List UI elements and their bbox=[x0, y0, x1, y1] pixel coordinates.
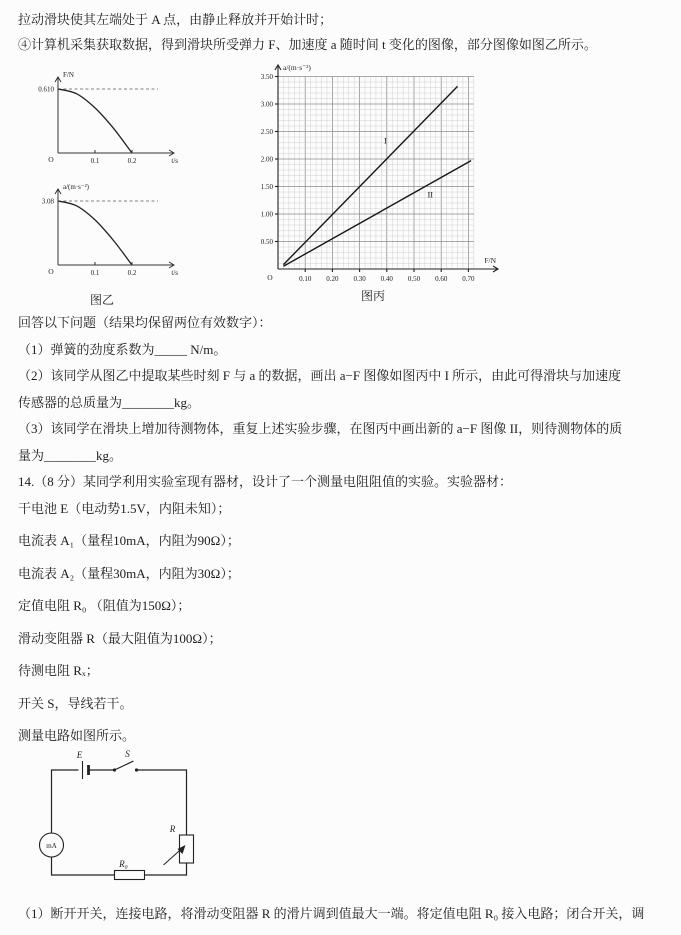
figure-bing-caption: 图丙 bbox=[360, 289, 385, 303]
resistor-r0-icon bbox=[115, 870, 145, 879]
question-3-line2: 量为________kg。 bbox=[18, 447, 123, 463]
svg-text:2.00: 2.00 bbox=[260, 155, 273, 164]
svg-text:3.08: 3.08 bbox=[41, 197, 54, 206]
svg-text:t/s: t/s bbox=[171, 269, 178, 277]
question-1: （1）弹簧的劲度系数为_____ N/m。 bbox=[18, 341, 227, 357]
equipment-battery: 干电池 E（电动势1.5V，内阻未知）； bbox=[18, 500, 231, 516]
svg-text:0.40: 0.40 bbox=[380, 275, 393, 283]
switch-icon bbox=[113, 761, 138, 772]
svg-text:II: II bbox=[427, 189, 434, 200]
switch-label: S bbox=[125, 749, 130, 759]
question-14-intro: 14.（8 分）某同学利用实验室现有器材，设计了一个测量电阻阻值的实验。实验器材： bbox=[18, 474, 513, 489]
circuit-diagram bbox=[24, 750, 229, 900]
svg-text:0.30: 0.30 bbox=[353, 275, 366, 283]
rheostat-label: R bbox=[169, 823, 176, 834]
svg-text:1.50: 1.50 bbox=[260, 183, 273, 191]
figure-bing bbox=[238, 59, 508, 305]
battery-icon bbox=[83, 761, 89, 779]
figure-yi-caption: 图乙 bbox=[89, 293, 114, 307]
svg-text:0.610: 0.610 bbox=[38, 85, 54, 94]
force-time-graph bbox=[18, 67, 183, 179]
question-2-line1: （2）该同学从图乙中提取某些时刻 F 与 a 的数据，画出 a−F 图像如图丙中 I 所示，由此可得滑块与加速度 bbox=[18, 368, 622, 383]
svg-text:0.50: 0.50 bbox=[260, 238, 273, 246]
question-3-line1: （3）该同学在滑块上增加待测物体，重复上述实验步骤，在图丙中画出新的 a−F 图像 II，则待测物体的质 bbox=[18, 421, 623, 436]
svg-text:0.2: 0.2 bbox=[127, 157, 137, 165]
intro-line-1: 拉动滑块使其左端处于 A 点，由静止释放并开始计时； bbox=[18, 12, 333, 27]
question-2-line2: 传感器的总质量为________kg。 bbox=[18, 394, 201, 410]
svg-text:0.2: 0.2 bbox=[127, 269, 137, 277]
equipment-rheostat: 滑动变阻器 R（最大阻值为100Ω）； bbox=[18, 630, 222, 646]
svg-text:0.1: 0.1 bbox=[90, 157, 100, 165]
svg-text:0.10: 0.10 bbox=[299, 275, 312, 283]
svg-text:1.00: 1.00 bbox=[260, 210, 273, 219]
svg-text:I: I bbox=[384, 135, 387, 146]
intro-line-2: ④计算机采集获取数据，得到滑块所受弹力 F、加速度 a 随时间 t 变化的图像，部分图像如图乙所示。 bbox=[18, 36, 597, 52]
ammeter-label: mA bbox=[46, 841, 57, 850]
equipment-unknown-resistor: 待测电阻 Rₓ； bbox=[18, 663, 99, 678]
figure-block bbox=[18, 59, 663, 309]
svg-text:O: O bbox=[267, 273, 273, 282]
svg-text:3.50: 3.50 bbox=[260, 73, 273, 81]
equipment-switch-wires: 开关 S，导线若干。 bbox=[18, 695, 133, 711]
svg-text:F/N: F/N bbox=[63, 71, 74, 79]
svg-text:3.00: 3.00 bbox=[260, 100, 273, 109]
svg-text:0.20: 0.20 bbox=[326, 275, 339, 283]
resistor-r0-label: R₀ bbox=[119, 858, 128, 869]
circuit-figure bbox=[24, 750, 663, 900]
svg-text:F/N: F/N bbox=[484, 256, 496, 265]
svg-text:2.50: 2.50 bbox=[260, 128, 273, 136]
question-14-step1: （1）断开开关，连接电路，将滑动变阻器 R 的滑片调到值最大一端。将定值电阻 R₀ 接入电路；闭合开关，调 bbox=[18, 905, 645, 921]
svg-text:a/(m·s⁻²): a/(m·s⁻²) bbox=[63, 183, 90, 191]
svg-text:O: O bbox=[48, 267, 54, 276]
answers-intro: 回答以下问题（结果均保留两位有效数字）： bbox=[18, 315, 272, 330]
svg-text:0.1: 0.1 bbox=[90, 269, 100, 277]
equipment-ammeter-a1: 电流表 A₁（量程10mA，内阻为90Ω）； bbox=[18, 533, 240, 548]
svg-text:a/(m·s⁻²): a/(m·s⁻²) bbox=[283, 63, 311, 72]
equipment-ammeter-a2: 电流表 A₂（量程30mA，内阻为30Ω）； bbox=[18, 565, 240, 581]
figure-yi bbox=[18, 67, 186, 309]
svg-text:0.50: 0.50 bbox=[407, 275, 421, 283]
svg-text:O: O bbox=[48, 155, 54, 164]
acceleration-time-graph bbox=[18, 179, 183, 291]
equipment-fixed-resistor: 定值电阻 R₀ （阻值为150Ω）； bbox=[18, 598, 191, 613]
circuit-intro-note: 测量电路如图所示。 bbox=[18, 728, 136, 743]
svg-text:0.70: 0.70 bbox=[462, 275, 475, 283]
svg-text:0.60: 0.60 bbox=[435, 275, 448, 283]
svg-text:t/s: t/s bbox=[171, 157, 178, 165]
battery-label: E bbox=[76, 749, 83, 760]
a-F-graph bbox=[238, 59, 508, 287]
